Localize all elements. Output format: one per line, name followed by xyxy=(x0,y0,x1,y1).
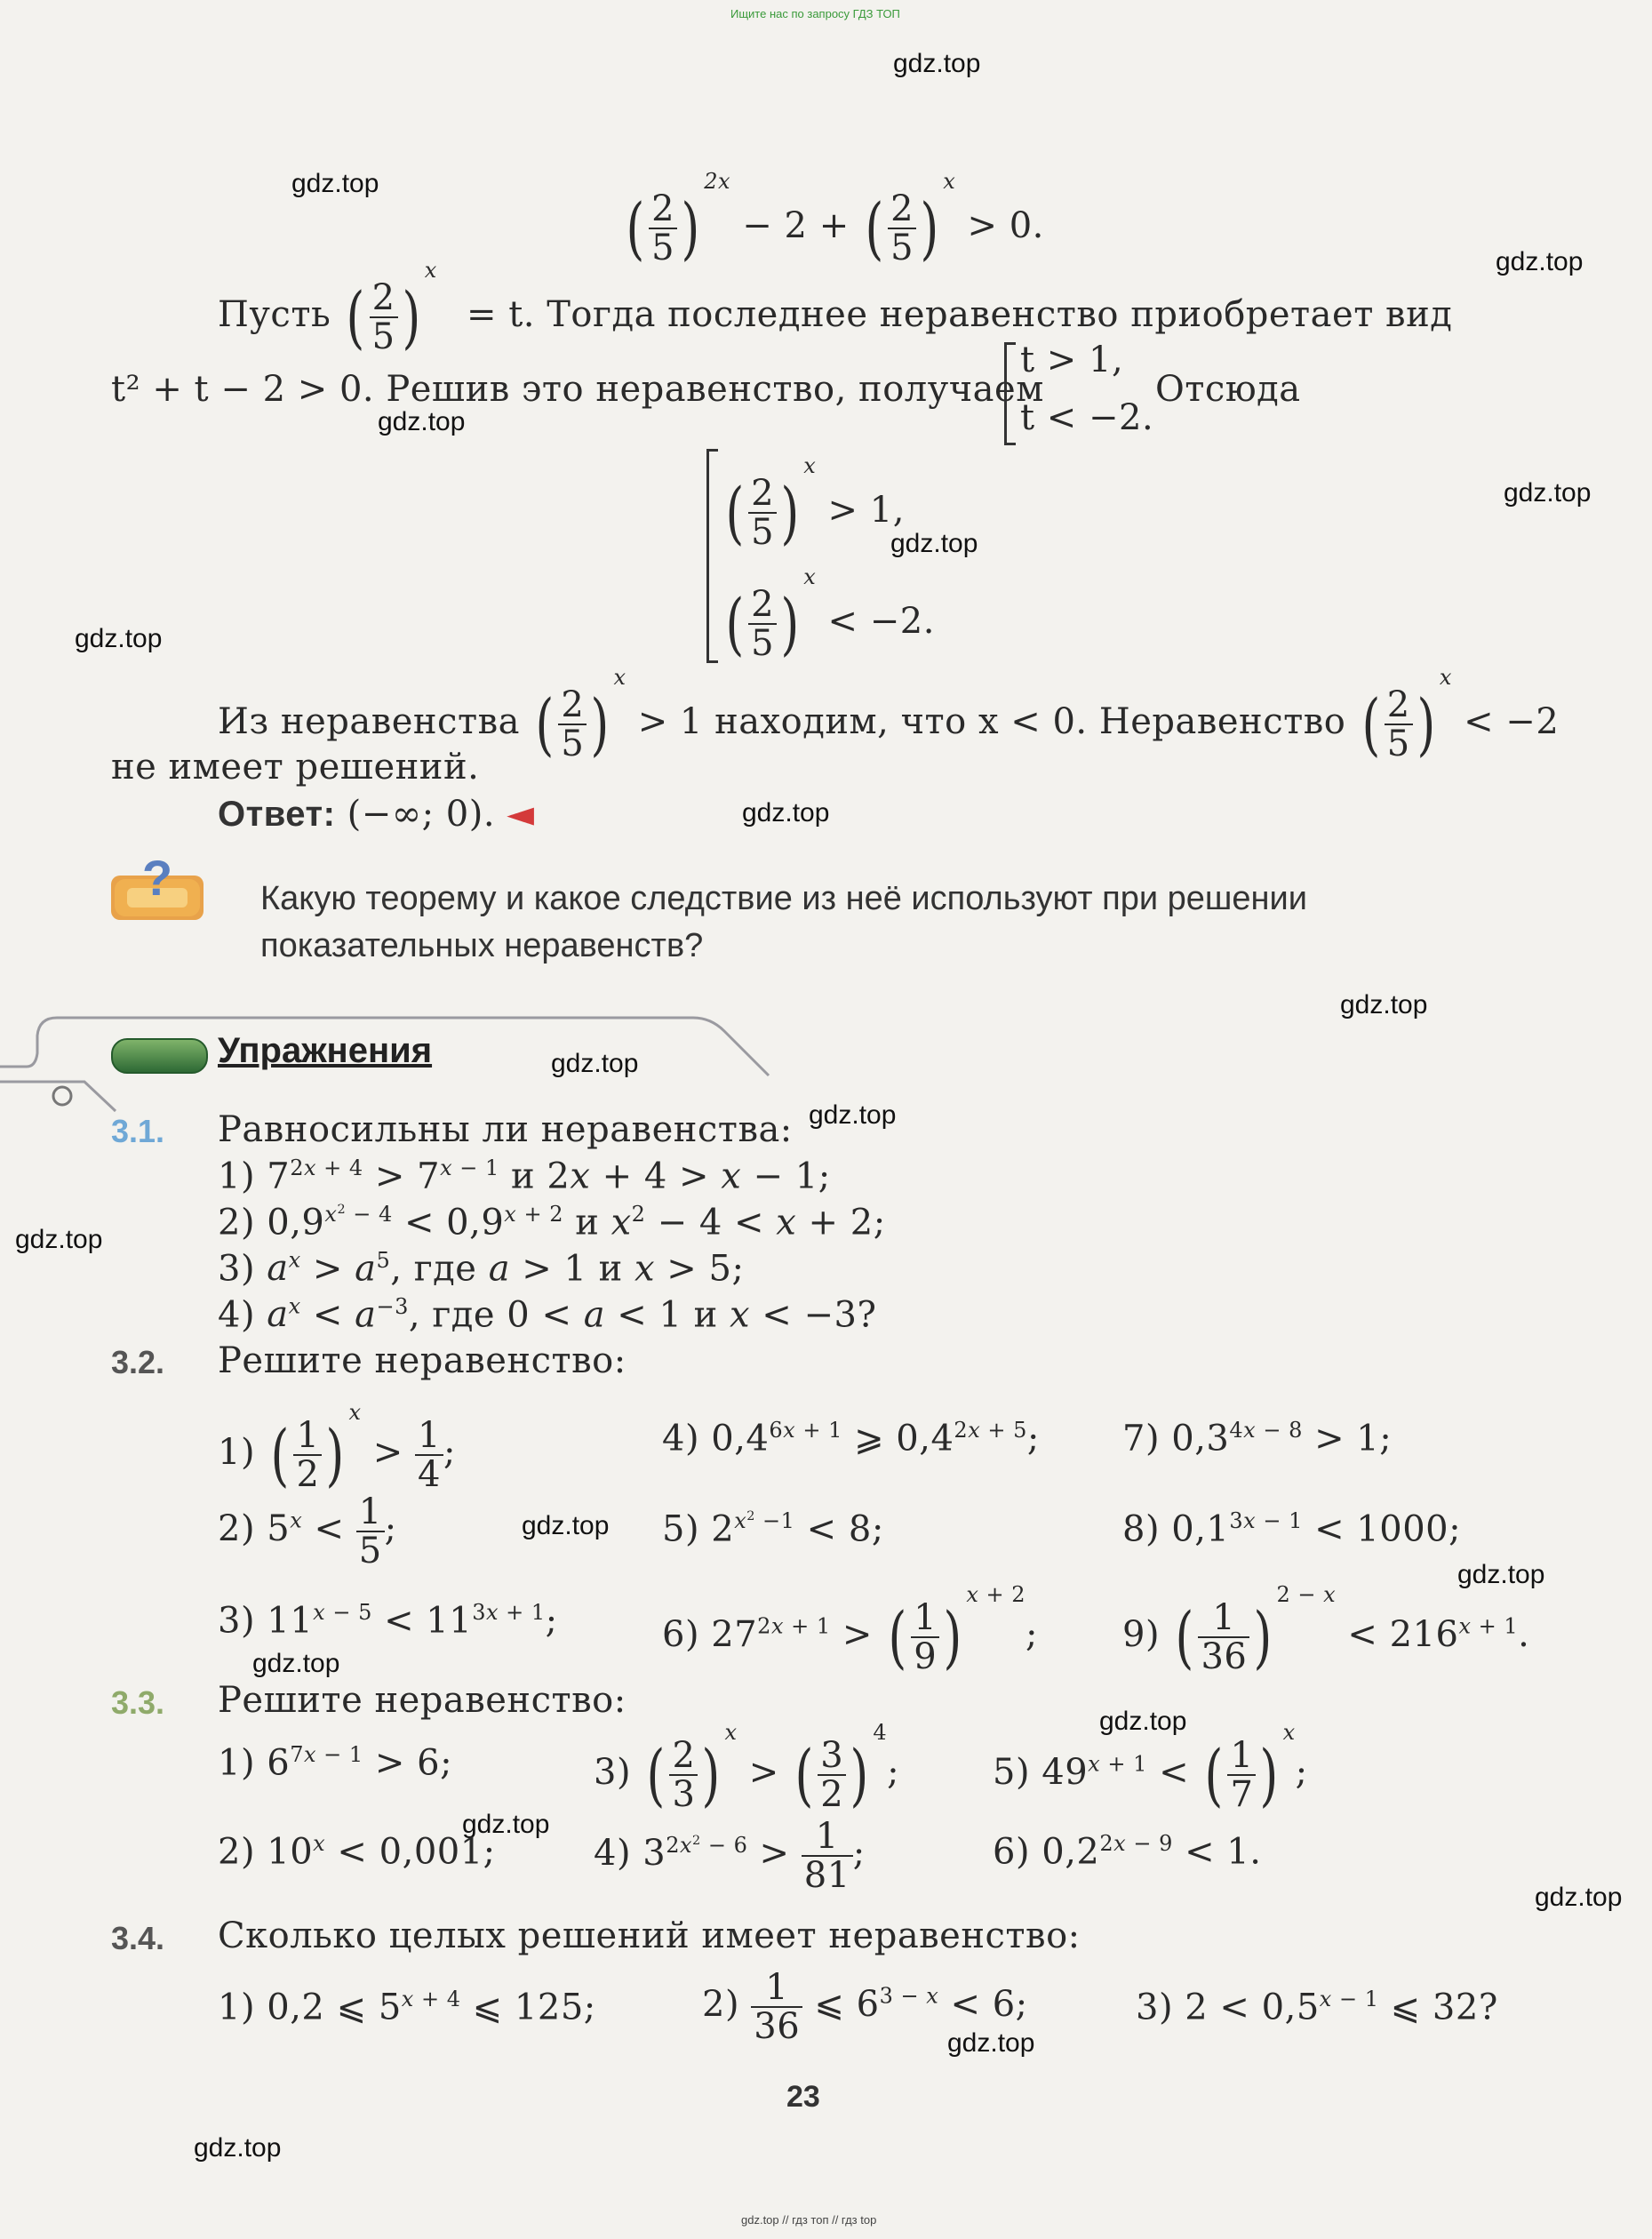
exercise-title: Сколько целых решений имеет неравенство: xyxy=(218,1915,1081,1956)
watermark: gdz.top xyxy=(378,407,466,436)
exercise-item: 2) $10^x < 0,001$; xyxy=(218,1831,496,1873)
watermark: gdz.top xyxy=(551,1049,639,1078)
exercise-item: 2) $\frac{1}{36}$ ⩽ $6^{3 - x} < 6$; xyxy=(702,1967,1028,2047)
watermark: gdz.top xyxy=(291,169,379,198)
watermark: gdz.top xyxy=(742,798,830,828)
watermark: gdz.top xyxy=(252,1649,340,1678)
system-2a: ( $\frac{2}{5}$ )$^x$ > 1, xyxy=(725,453,905,553)
exercise-title: Решите неравенство: xyxy=(218,1680,626,1721)
page-number: 23 xyxy=(786,2080,820,2114)
exercise-item: 5) $2^{x^2 -1} < 8$; xyxy=(662,1508,884,1550)
question-line2: показательных неравенств? xyxy=(260,927,704,964)
watermark: gdz.top xyxy=(1099,1707,1187,1736)
no-solutions: не имеет решений. xyxy=(111,747,480,788)
exercise-item: 3) $2 < 0,5^{x - 1}$ ⩽ 32? xyxy=(1136,1987,1498,2028)
exercise-number: 3.2. xyxy=(111,1344,165,1380)
question-icon xyxy=(111,850,204,920)
exercise-item: 1) $6^{7x - 1} > 6$; xyxy=(218,1742,453,1784)
watermark: gdz.top xyxy=(890,529,978,558)
exercise-title: Равносильны ли неравенства: xyxy=(218,1109,793,1150)
watermark: gdz.top xyxy=(75,624,163,653)
system-1b: t < −2. xyxy=(1020,397,1154,438)
quad-line: t² + t − 2 > 0. Решив это неравенство, получаем xyxy=(111,369,1044,410)
watermark: gdz.top xyxy=(15,1225,103,1254)
watermark: gdz.top xyxy=(1496,247,1584,276)
exercise-item: 6) $27^{2x + 1}$ > ( $\frac{1}{9}$ )$^{x + 2}$; xyxy=(662,1582,1039,1677)
exercise-title: Решите неравенство: xyxy=(218,1340,626,1381)
watermark: gdz.top xyxy=(522,1511,610,1540)
watermark: gdz.top xyxy=(1504,478,1592,508)
exercise-item: 3) ( $\frac{2}{3}$ )$^x$ > ( $\frac{3}{2}$ )$^4$; xyxy=(594,1720,900,1815)
watermark: gdz.top xyxy=(1340,990,1428,1020)
let-line: Пусть ( $\frac{2}{5}$ )$^x$ = t. Тогда последнее неравенство приобретает вид xyxy=(218,258,1453,357)
section-pill-icon xyxy=(111,1038,208,1074)
system-2b: ( $\frac{2}{5}$ )$^x$ < −2. xyxy=(725,564,935,664)
main-inequality: ( $\frac{2}{5}$ )$^{2x}$ − 2 + ( $\frac{2}{5}$ )$^x$ > 0. xyxy=(626,169,1044,268)
from-line: Из неравенства ( $\frac{2}{5}$ )$^x$ > 1 находим, что x < 0. Неравенство ( $\frac{2}{5}$ )$^x$ < −2 xyxy=(218,665,1560,764)
top-note: Ищите нас по запросу ГДЗ ТОП xyxy=(730,7,900,20)
exercise-item: 4) $3^{2x^2 - 6}$ > $\frac{1}{81}$ ; xyxy=(594,1816,866,1896)
watermark: gdz.top xyxy=(462,1810,550,1839)
exercise-item: 1) 0,2 ⩽ $5^{x + 4}$ ⩽ 125; xyxy=(218,1987,596,2028)
system-bracket xyxy=(1004,342,1016,445)
answer-line: Ответ: (−∞; 0). ◄ xyxy=(218,794,535,835)
exercise-item: 2) $5^x$ < $\frac{1}{5}$ ; xyxy=(218,1491,397,1571)
watermark: gdz.top xyxy=(1457,1560,1545,1589)
exercise-item: 2) $0,9^{x^2 - 4} < 0,9^{x + 2}$ и $x^2 - 4 < x + 2$; xyxy=(218,1202,886,1243)
svg-text:?: ? xyxy=(141,850,173,906)
exercise-item: 8) $0,1^{3x - 1} < 1000$; xyxy=(1122,1508,1462,1550)
exercise-item: 4) $a^x < a^{-3}$, где 0 < a < 1 и x < −3? xyxy=(218,1294,877,1336)
watermark: gdz.top xyxy=(893,49,981,78)
hence-word: Отсюда xyxy=(1155,369,1301,410)
watermark: gdz.top xyxy=(809,1100,897,1130)
exercise-number: 3.1. xyxy=(111,1113,165,1149)
system-1a: t > 1, xyxy=(1020,340,1124,380)
watermark: gdz.top xyxy=(1535,1883,1623,1912)
exercise-number: 3.4. xyxy=(111,1920,165,1956)
exercise-item: 1) $7^{2x + 4} > 7^{x - 1}$ и 2x + 4 > x − 1; xyxy=(218,1155,831,1197)
exercise-item: 4) $0,4^{6x + 1}$ ⩾ $0,4^{2x + 5}$; xyxy=(662,1418,1040,1459)
exercise-item: 3) $a^x > a^5$, где a > 1 и x > 5; xyxy=(218,1248,745,1290)
question-line1: Какую теорему и какое следствие из неё используют при решении xyxy=(260,880,1307,917)
exercise-item: 3) $11^{x - 5} < 11^{3x + 1}$; xyxy=(218,1600,558,1642)
watermark: gdz.top xyxy=(194,2133,282,2163)
exercise-item: 5) $49^{x + 1}$ < ( $\frac{1}{7}$ )$^x$; xyxy=(993,1720,1308,1815)
exercise-number: 3.3. xyxy=(111,1684,165,1721)
exercise-item: 1) ( $\frac{1}{2}$ )$^x$ > $\frac{1}{4}$ ; xyxy=(218,1400,456,1495)
exercise-item: 7) $0,3^{4x - 8} > 1$; xyxy=(1122,1418,1393,1459)
exercise-item: 6) $0,2^{2x - 9} < 1$. xyxy=(993,1831,1262,1873)
system-bracket xyxy=(706,449,718,663)
watermark: gdz.top xyxy=(947,2028,1035,2058)
section-title: Упражнения xyxy=(218,1031,433,1070)
bottom-note: gdz.top // гдз топ // гдз top xyxy=(741,2213,877,2227)
exercise-item: 9) ( $\frac{1}{36}$ )$^{2 - x} < 216^{x + 1}$. xyxy=(1122,1582,1530,1677)
